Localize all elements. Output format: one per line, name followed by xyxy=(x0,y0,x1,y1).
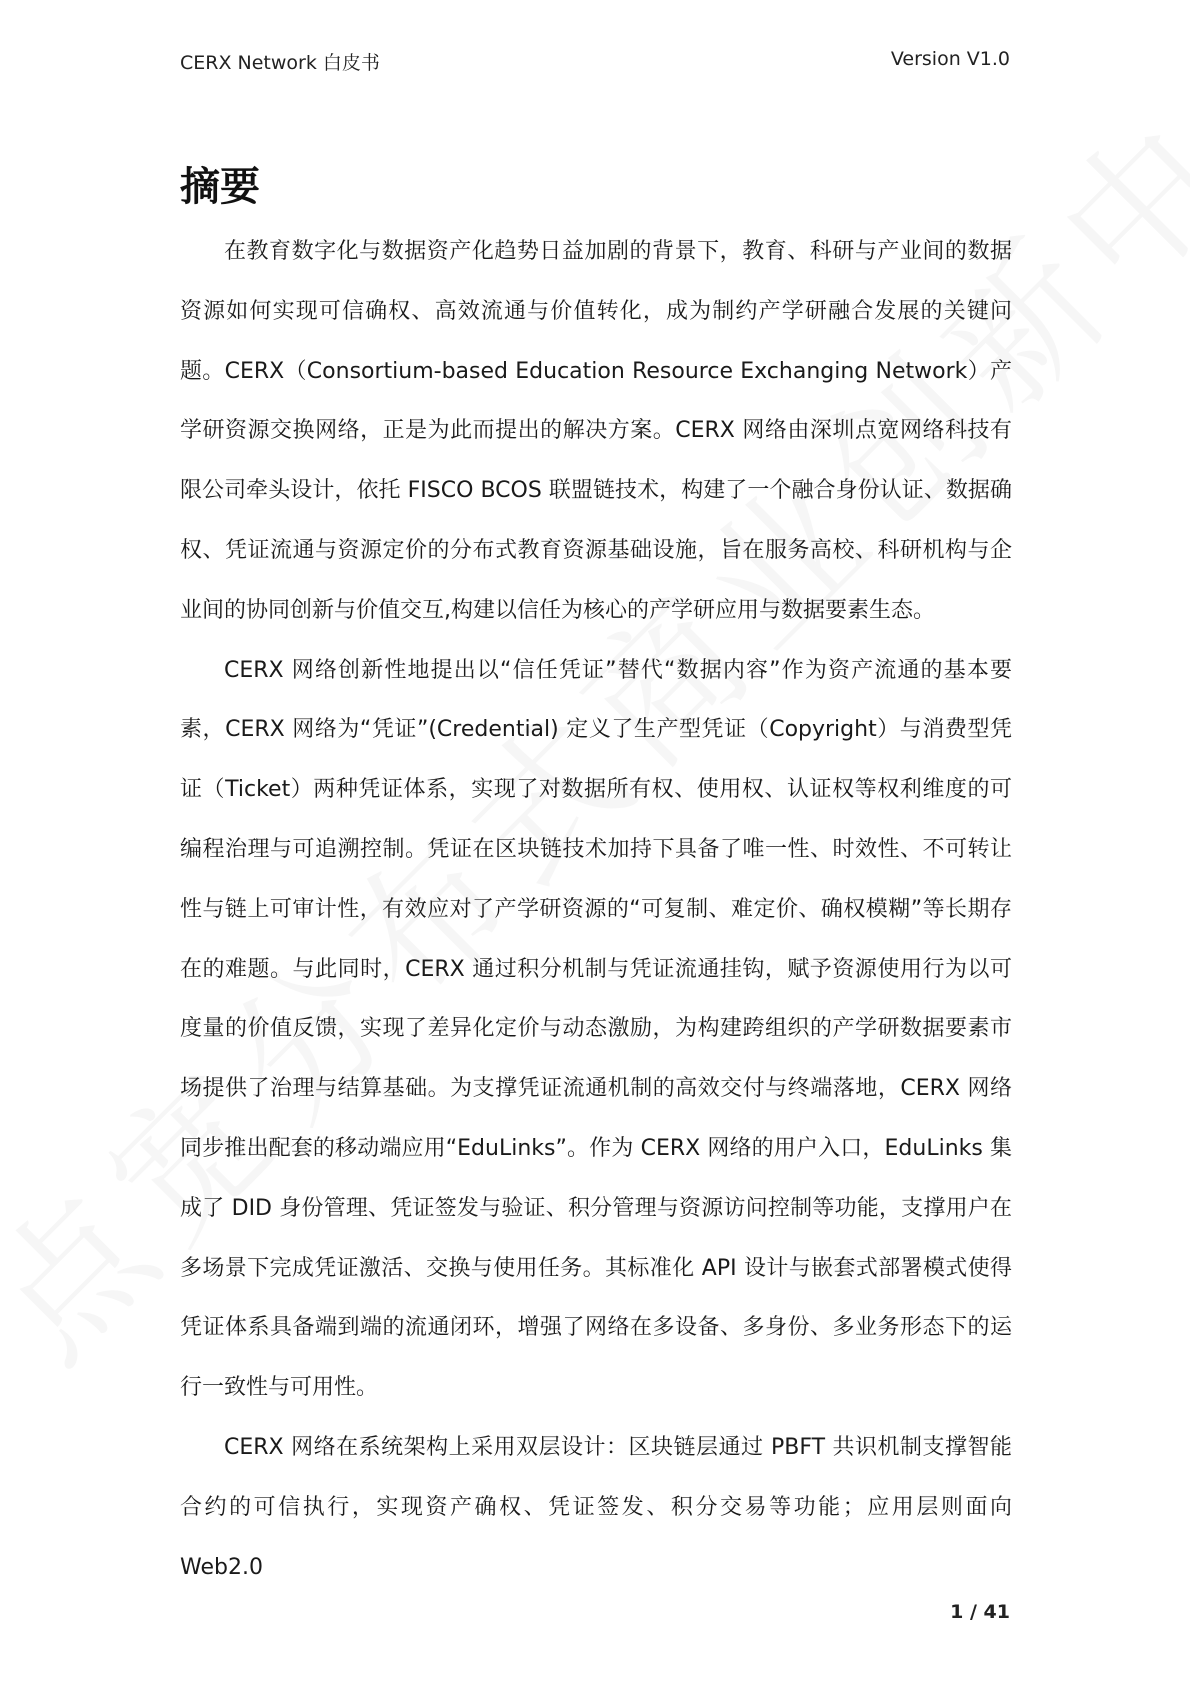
page-number xyxy=(950,1601,1010,1623)
page-total: 41 xyxy=(983,1601,1010,1623)
section-title: 摘要 xyxy=(180,164,260,210)
header-doc-title: CERX Network 白皮书 xyxy=(180,52,380,74)
paragraph-3: CERX 网络在系统架构上采用双层设计：区块链层通过 PBFT 共识机制支撑智能合约的可信执行，实现资产确权、凭证签发、积分交易等功能；应用层则面向 Web2.0 xyxy=(180,1434,1012,1580)
page-separator: / xyxy=(969,1601,977,1623)
page-header xyxy=(180,48,1010,74)
paragraph-2: CERX 网络创新性地提出以“信任凭证”替代“数据内容”作为资产流通的基本要素，CERX 网络为“凭证”(Credential) 定义了生产型凭证（Copyright）与消费型凭证（Ticket）两种凭证体系，实现了对数据所有权、使用权、认证权等权利维度的可编程治理与可追溯控制。凭证在区块链技术加持下具备了唯一性、时效性、不可转让性与链上可审计性，有效应对了产学研资源的“可复制、难定价、确权模糊”等长期存在的难题。与此同时，CERX 通过积分机制与凭证流通挂钩，赋予资源使用行为以可度量的价值反馈，实现了差异化定价与动态激励，为构建跨组织的产学研数据要素市场提供了治理与结算基础。为支撑凭证流通机制的高效交付与终端落地，CERX 网络同步推出配套的移动端应用“EduLinks”。作为 CERX 网络的用户入口，EduLinks 集成了 DID 身份管理、凭证签发与验证、积分管理与资源访问控制等功能，支撑用户在多场景下完成凭证激活、交换与使用任务。其标准化 API 设计与嵌套式部署模式使得凭证体系具备端到端的流通闭环，增强了网络在多设备、多身份、多业务形态下的运行一致性与可用性。 xyxy=(180,657,1012,1401)
header-version: Version V1.0 xyxy=(890,48,1010,70)
paragraph-1: 在教育数字化与数据资产化趋势日益加剧的背景下，教育、科研与产业间的数据资源如何实现可信确权、高效流通与价值转化，成为制约产学研融合发展的关键问题。CERX（Consortium-based Education Resource Exchanging Network）产学研资源交换网络，正是为此而提出的解决方案。CERX 网络由深圳点宽网络科技有限公司牵头设计，依托 FISCO BCOS 联盟链技术，构建了一个融合身份认证、数据确权、凭证流通与资源定价的分布式教育资源基础设施，旨在服务高校、科研机构与企业间的协同创新与价值交互,构建以信任为核心的产学研应用与数据要素生态。 xyxy=(180,239,1012,623)
abstract-body xyxy=(180,222,1012,1597)
page-current: 1 xyxy=(950,1601,964,1623)
